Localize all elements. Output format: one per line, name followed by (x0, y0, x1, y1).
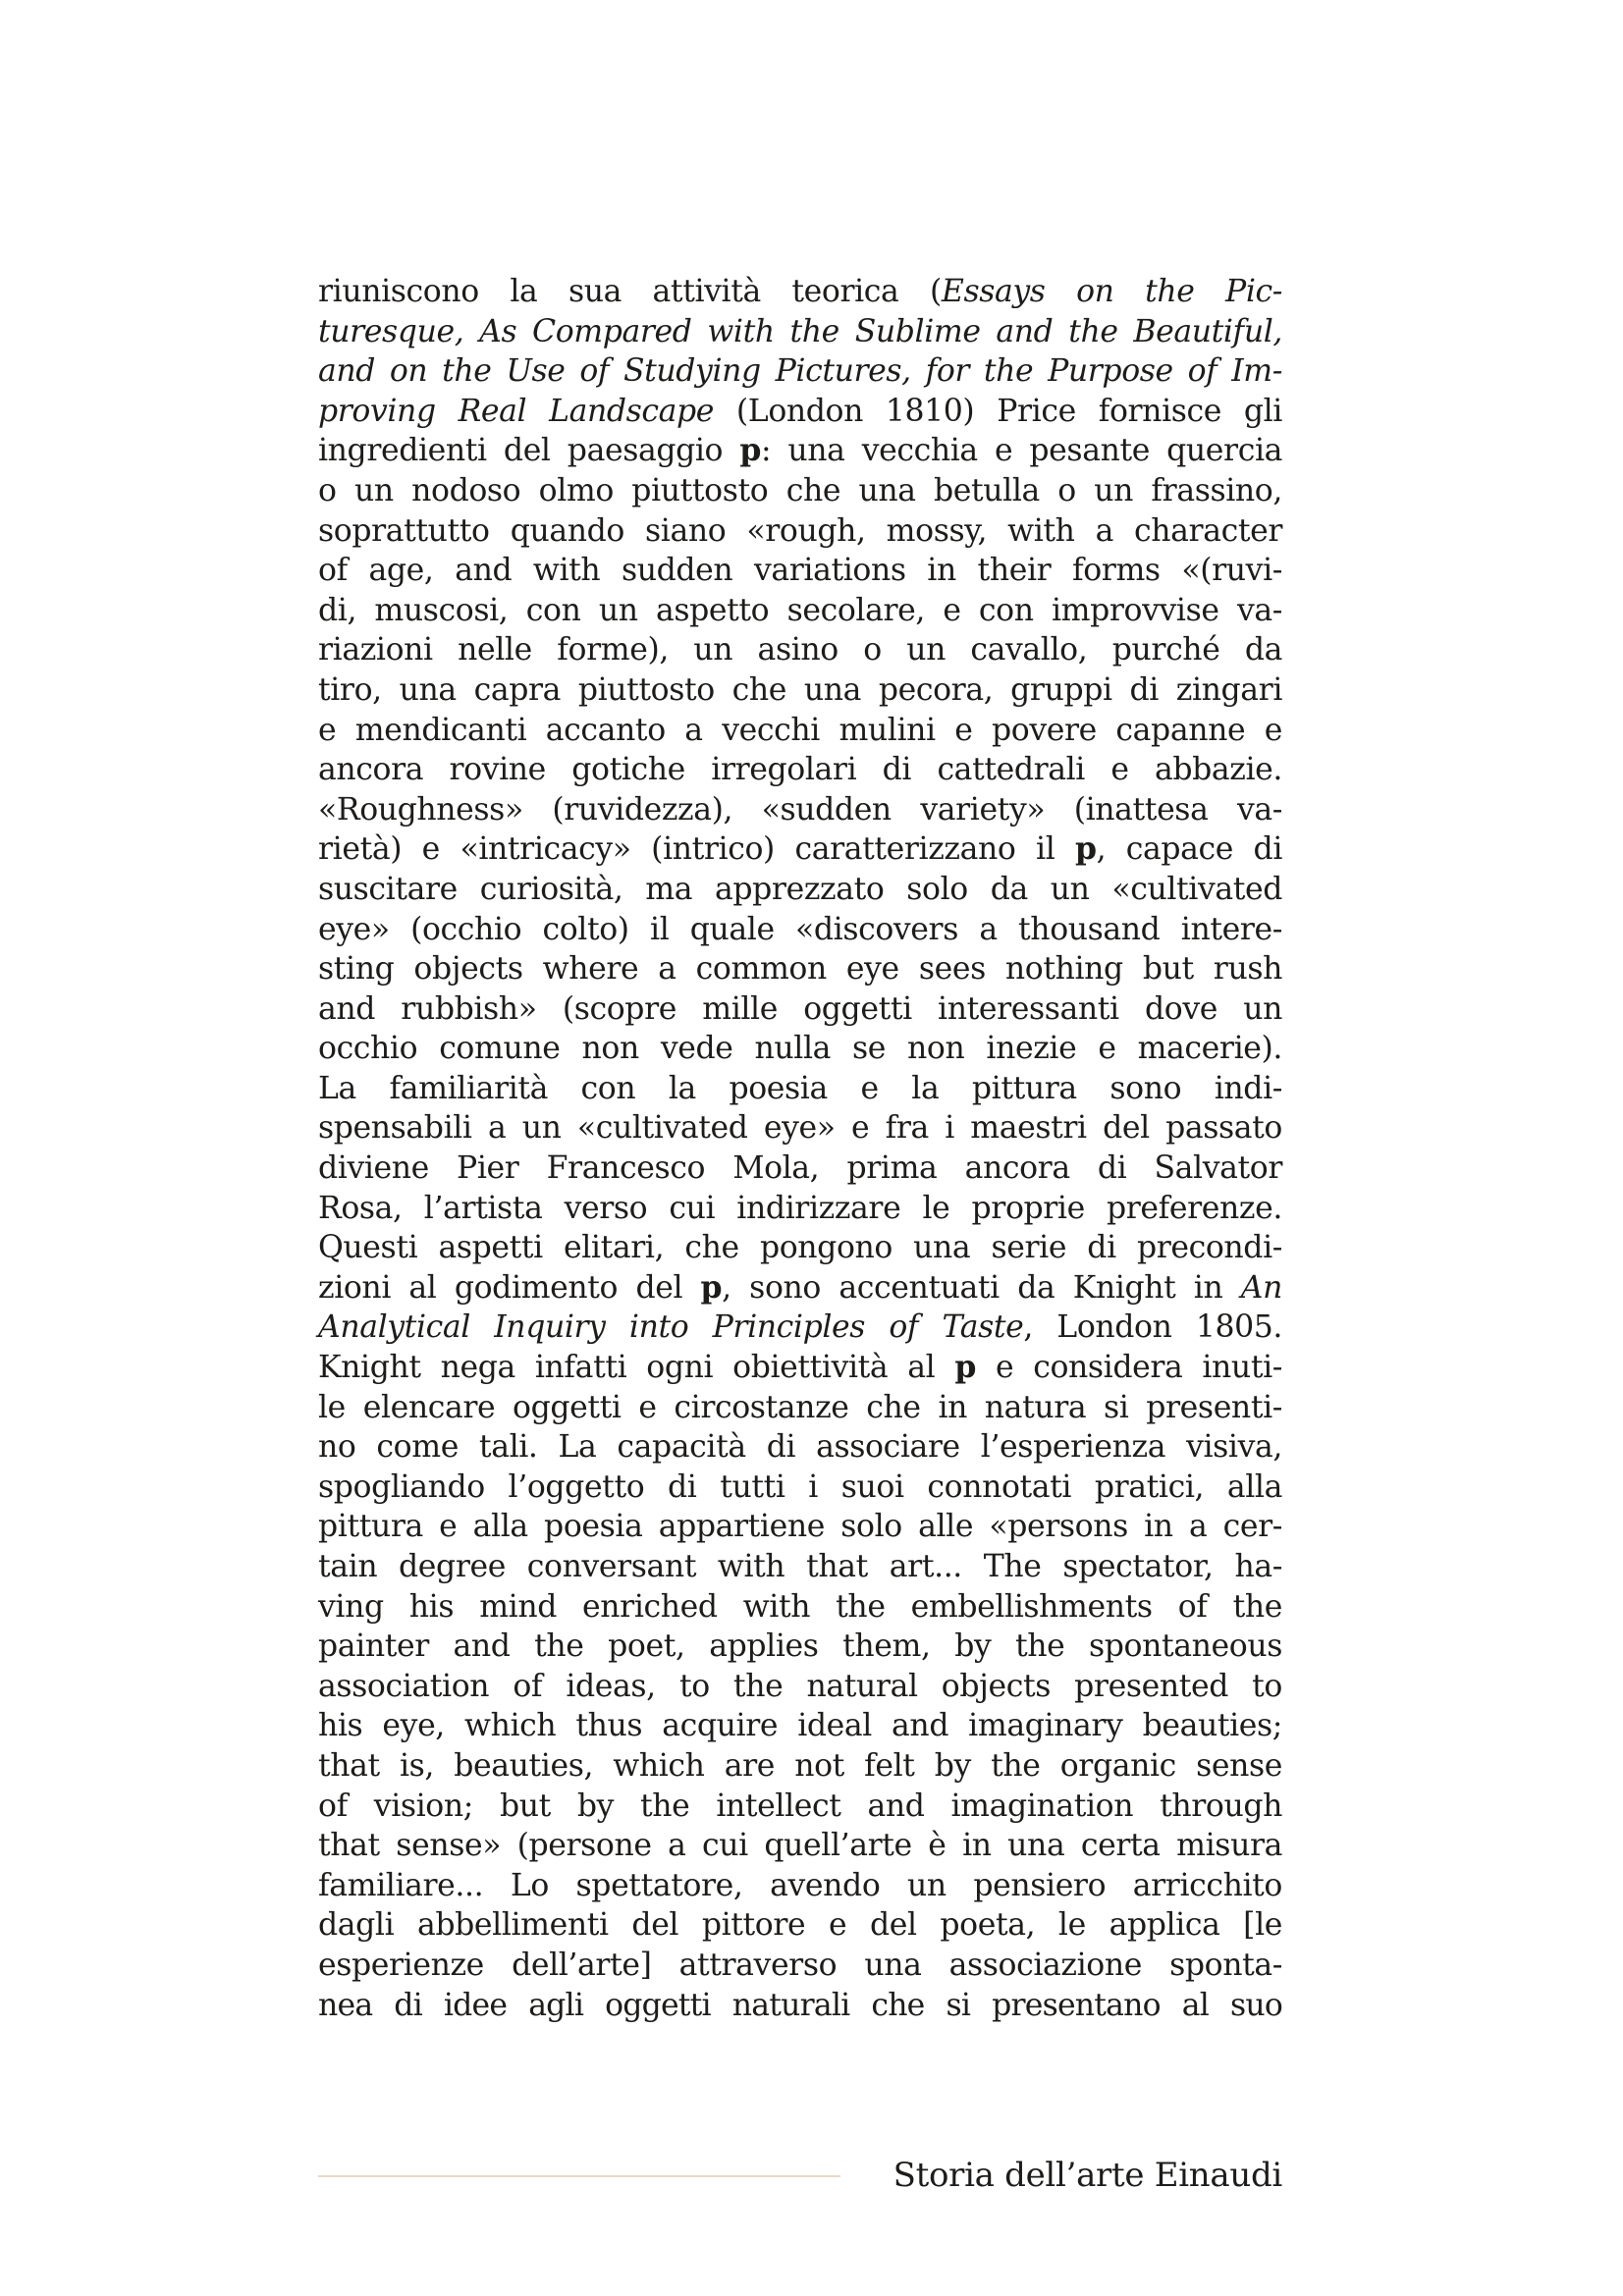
text-line (318, 1826, 1282, 1866)
text-run: le elencare oggetti e circostanze che in natura si presenti- (318, 1389, 1282, 1425)
text-run: tiro, una capra piuttosto che una pecora, gruppi di zingari (318, 671, 1282, 708)
text-run: : una vecchia e pesante quercia (760, 433, 1283, 469)
text-run: dagli abbellimenti del pittore e del poeta, le applica [le (318, 1907, 1282, 1944)
italic-title: An (1240, 1269, 1282, 1306)
footer-rule (318, 2175, 840, 2177)
text-run: nea di idee agli oggetti naturali che si presentano al suo (318, 1987, 1282, 2023)
bold-term: p (954, 1349, 976, 1386)
text-run: and rubbish» (scopre mille oggetti interessanti dove un (318, 990, 1282, 1027)
text-line (318, 272, 1282, 312)
text-run: association of ideas, to the natural objects presented to (318, 1668, 1282, 1704)
page-footer (318, 2152, 1282, 2199)
text-line (318, 989, 1282, 1030)
bold-term: p (700, 1268, 723, 1306)
text-run: o un nodoso olmo piuttosto che una betulla o un frassino, (318, 472, 1282, 508)
text-run: di, muscosi, con un aspetto secolare, e con improvvise va- (318, 592, 1282, 628)
text-run: Knight nega infatti ogni obiettività al (318, 1350, 955, 1386)
text-run: , London 1805. (1023, 1309, 1283, 1346)
text-run: diviene Pier Francesco Mola, prima ancora di Salvator (318, 1150, 1282, 1187)
text-run: e considera inuti- (975, 1350, 1282, 1386)
text-line (318, 1547, 1282, 1587)
text-run: of vision; but by the intellect and imagination through (318, 1788, 1282, 1824)
text-run: sting objects where a common eye sees nothing but rush (318, 951, 1282, 988)
text-run: rietà) e «intricacy» (intrico) caratterizzano il (318, 831, 1075, 868)
text-line (318, 1667, 1282, 1707)
text-line (318, 750, 1282, 790)
text-run: soprattutto quando siano «rough, mossy, with a character (318, 512, 1282, 549)
text-line (318, 1228, 1282, 1268)
text-line (318, 1746, 1282, 1787)
text-line (318, 630, 1282, 670)
text-line (318, 829, 1282, 870)
text-run: painter and the poet, applies them, by the spontaneous (318, 1629, 1282, 1665)
text-run: eye» (occhio colto) il quale «discovers a thousand intere- (318, 911, 1282, 947)
text-line (318, 351, 1282, 392)
text-line (318, 1946, 1282, 1986)
text-run: Rosa, l’artista verso cui indirizzare le proprie preferenze. (318, 1190, 1282, 1226)
text-line (318, 1069, 1282, 1109)
text-line (318, 670, 1282, 711)
text-line (318, 1468, 1282, 1508)
text-run: familiare... Lo spettatore, avendo un pensiero arricchito (318, 1867, 1282, 1903)
italic-title: and on the Use of Studying Pictures, for the Purpose of Im- (318, 353, 1282, 390)
text-line (318, 1905, 1282, 1946)
text-run: spogliando l’oggetto di tutti i suoi connotati pratici, alla (318, 1468, 1282, 1505)
text-line (318, 1627, 1282, 1667)
text-run: (London 1810) Price fornisce gli (714, 393, 1282, 429)
italic-title: turesque, As Compared with the Sublime and the Beautiful, (318, 313, 1282, 349)
text-run: zioni al godimento del (318, 1269, 701, 1306)
text-line (318, 1507, 1282, 1547)
italic-title: Analytical Inquiry into Principles of Taste (318, 1309, 1024, 1346)
text-run: tain degree conversant with that art... The spectator, ha- (318, 1549, 1282, 1584)
text-line (318, 1787, 1282, 1827)
text-line (318, 711, 1282, 751)
text-line (318, 551, 1282, 591)
text-line (318, 870, 1282, 910)
bold-term: p (739, 432, 761, 469)
text-line (318, 471, 1282, 511)
text-run: ingredienti del paesaggio (318, 433, 740, 469)
text-line (318, 431, 1282, 471)
text-run: occhio comune non vede nulla se non inezie e macerie). (318, 1031, 1282, 1067)
text-line (318, 591, 1282, 631)
text-run: that sense» (persone a cui quell’arte è in una certa misura (318, 1828, 1282, 1864)
text-line (318, 1388, 1282, 1428)
text-run: ving his mind enriched with the embellishments of the (318, 1588, 1282, 1625)
text-run: that is, beauties, which are not felt by the organic sense (318, 1747, 1282, 1784)
text-run: esperienze dell’arte] attraverso una associazione sponta- (318, 1947, 1282, 1983)
text-line (318, 1866, 1282, 1906)
body-text (318, 272, 1282, 2025)
italic-title: proving Real Landscape (318, 393, 715, 429)
text-line (318, 511, 1282, 552)
text-line (318, 1189, 1282, 1229)
text-line (318, 790, 1282, 830)
bold-term: p (1074, 830, 1097, 868)
text-run: spensabili a un «cultivated eye» e fra i maestri del passato (318, 1110, 1282, 1147)
text-run: riuniscono la sua attività teorica ( (318, 274, 942, 309)
text-run: «Roughness» (ruvidezza), «sudden variety» (inattesa va- (318, 791, 1282, 828)
text-line (318, 949, 1282, 989)
text-run: his eye, which thus acquire ideal and imaginary beauties; (318, 1708, 1282, 1744)
text-run: , sono accentuati da Knight in (722, 1269, 1241, 1306)
footer-label: Storia dell’arte Einaudi (893, 2156, 1282, 2195)
text-line (318, 1029, 1282, 1069)
text-line (318, 1308, 1282, 1348)
text-line (318, 312, 1282, 352)
text-line (318, 1427, 1282, 1468)
text-run: of age, and with sudden variations in their forms «(ruvi- (318, 553, 1282, 589)
text-line (318, 1706, 1282, 1746)
italic-title: Essays on the Pic- (941, 274, 1282, 309)
text-run: pittura e alla poesia appartiene solo alle «persons in a cer- (318, 1509, 1282, 1545)
text-run: e mendicanti accanto a vecchi mulini e povere capanne e (318, 712, 1282, 748)
text-line (318, 910, 1282, 950)
text-line (318, 1348, 1282, 1388)
text-run: suscitare curiosità, ma apprezzato solo da un «cultivated (318, 871, 1282, 907)
text-line (318, 1587, 1282, 1628)
text-run: no come tali. La capacità di associare l’esperienza visiva, (318, 1429, 1282, 1466)
text-line (318, 1986, 1282, 2026)
text-line (318, 392, 1282, 432)
text-line (318, 1268, 1282, 1308)
text-line (318, 1148, 1282, 1189)
text-run: , capace di (1096, 831, 1282, 868)
text-run: ancora rovine gotiche irregolari di cattedrali e abbazie. (318, 752, 1282, 788)
text-line (318, 1108, 1282, 1148)
text-run: La familiarità con la poesia e la pittura sono indi- (318, 1070, 1282, 1106)
text-run: riazioni nelle forme), un asino o un cavallo, purché da (318, 632, 1282, 668)
text-run: Questi aspetti elitari, che pongono una serie di precondi- (318, 1230, 1282, 1266)
